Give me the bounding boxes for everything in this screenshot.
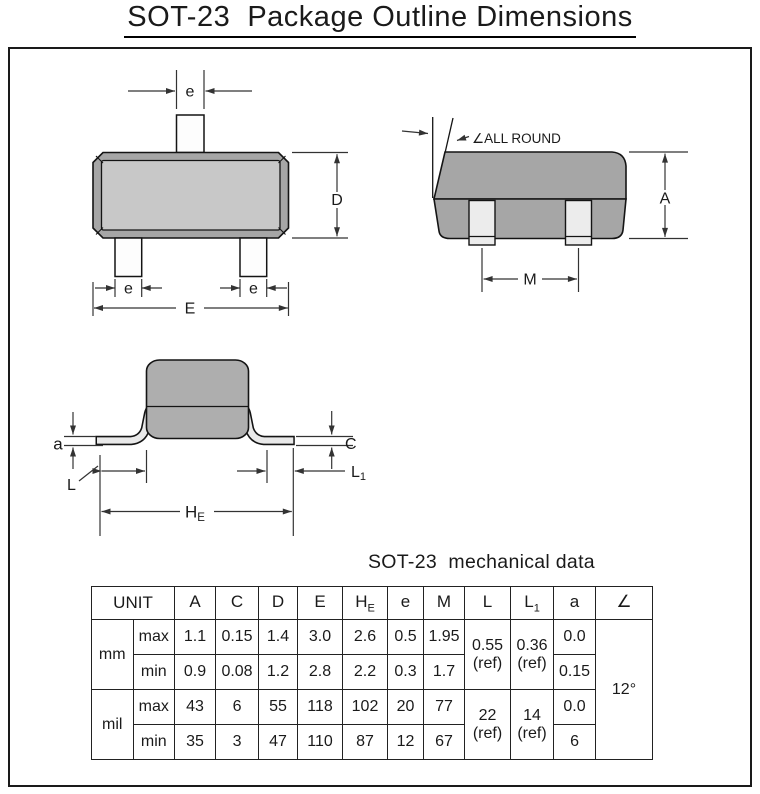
row-label-max: max	[133, 620, 175, 655]
col-header-L: L	[465, 587, 511, 620]
d-label: D	[331, 192, 343, 209]
cell-mil-max-e: 20	[388, 690, 424, 725]
unit-mil: mil	[92, 690, 134, 760]
cell-mm-max-e: 0.5	[388, 620, 424, 655]
mm-max-row	[92, 620, 653, 655]
row-label-min: min	[133, 725, 175, 760]
l1-label-main: L	[351, 464, 360, 481]
cell-mm-max-D: 1.4	[259, 620, 298, 655]
all-round-label: ∠ALL ROUND	[472, 131, 561, 146]
cell-mil-max-D: 55	[259, 690, 298, 725]
front-body-face	[434, 199, 626, 239]
mil-max-row	[92, 690, 653, 725]
package-body-top	[102, 161, 281, 231]
cell-mil-min-e: 12	[388, 725, 424, 760]
cell-mm-max-A: 1.1	[175, 620, 216, 655]
cell-mm-min-C: 0.08	[216, 655, 259, 690]
cell-mil-L1: 14 (ref)	[511, 690, 554, 760]
cell-mm-min-HE: 2.2	[343, 655, 388, 690]
cell-mil-min-D: 47	[259, 725, 298, 760]
cell-mm-min-a: 0.15	[554, 655, 596, 690]
e-pin-left-label: e	[123, 280, 133, 298]
bottom-pin-right	[240, 238, 267, 277]
cell-mil-min-E: 110	[298, 725, 343, 760]
col-header-HE: $H_E$	[343, 587, 388, 620]
e-pin-right-label: e	[248, 280, 258, 298]
col-header-D: D	[259, 587, 298, 620]
cell-mil-min-C: 3	[216, 725, 259, 760]
a-height-label: A	[659, 190, 671, 208]
a-standoff-label: a	[53, 434, 63, 454]
cell-mil-min-HE: 87	[343, 725, 388, 760]
side-body	[147, 360, 249, 439]
front-body-topface	[434, 152, 626, 199]
cell-mil-max-HE: 102	[343, 690, 388, 725]
l-label: L	[67, 477, 76, 494]
col-header-angle: ∠	[596, 587, 653, 620]
bottom-pin-left	[115, 238, 142, 277]
col-header-L1: $L_1$	[511, 587, 554, 620]
cell-mm-L1: 0.36 (ref)	[511, 620, 554, 690]
c-label: C	[345, 436, 357, 453]
l-dimension	[79, 450, 147, 536]
cell-mm-min-E: 2.8	[298, 655, 343, 690]
l1-label	[351, 464, 366, 483]
l1-dimension	[237, 448, 345, 536]
top-pin	[177, 115, 205, 153]
he-label-sub: E	[197, 512, 205, 524]
col-header-E: E	[298, 587, 343, 620]
cell-mm-max-C: 0.15	[216, 620, 259, 655]
col-header-C: C	[216, 587, 259, 620]
cell-mil-max-E: 118	[298, 690, 343, 725]
cell-mil-max-A: 43	[175, 690, 216, 725]
cell-mm-max-E: 3.0	[298, 620, 343, 655]
mil-min-row	[92, 725, 653, 760]
table-caption: SOT-23 mechanical data	[368, 551, 595, 573]
unit-mm: mm	[92, 620, 134, 690]
unit-header: UNIT	[92, 587, 175, 620]
cell-angle: 12°	[596, 620, 653, 760]
he-label-main: H	[185, 502, 198, 522]
cell-mm-max-a: 0.0	[554, 620, 596, 655]
cell-mm-min-A: 0.9	[175, 655, 216, 690]
cell-mm-max-HE: 2.6	[343, 620, 388, 655]
row-label-min: min	[133, 655, 175, 690]
e-overall-label: E	[184, 300, 196, 318]
col-header-M: M	[424, 587, 465, 620]
he-label	[185, 503, 205, 525]
cell-mm-min-D: 1.2	[259, 655, 298, 690]
a-height-dimension	[629, 152, 688, 239]
m-label: M	[523, 271, 537, 289]
e-top-label: e	[185, 83, 195, 101]
row-label-max: max	[133, 690, 175, 725]
cell-mil-max-a: 0.0	[554, 690, 596, 725]
col-header-a: a	[554, 587, 596, 620]
front-pin-left	[469, 201, 495, 246]
front-pin-right	[566, 201, 592, 246]
cell-mil-L: 22 (ref)	[465, 690, 511, 760]
cell-mil-max-C: 6	[216, 690, 259, 725]
front-view	[402, 117, 688, 292]
cell-mm-L: 0.55 (ref)	[465, 620, 511, 690]
cell-mil-min-M: 67	[424, 725, 465, 760]
angle-pointer-arrows	[402, 131, 469, 141]
top-view	[93, 70, 348, 318]
side-view	[53, 360, 366, 536]
table-header-row	[92, 587, 653, 620]
cell-mm-min-M: 1.7	[424, 655, 465, 690]
cell-mil-min-a: 6	[554, 725, 596, 760]
mm-min-row	[92, 655, 653, 690]
cell-mm-min-e: 0.3	[388, 655, 424, 690]
cell-mil-max-M: 77	[424, 690, 465, 725]
mechanical-data-table	[91, 586, 653, 760]
l1-label-sub: 1	[359, 471, 367, 483]
col-header-e: e	[388, 587, 424, 620]
page-title: SOT-23 Package Outline Dimensions	[124, 1, 635, 38]
cell-mil-min-A: 35	[175, 725, 216, 760]
col-header-A: A	[175, 587, 216, 620]
cell-mm-max-M: 1.95	[424, 620, 465, 655]
